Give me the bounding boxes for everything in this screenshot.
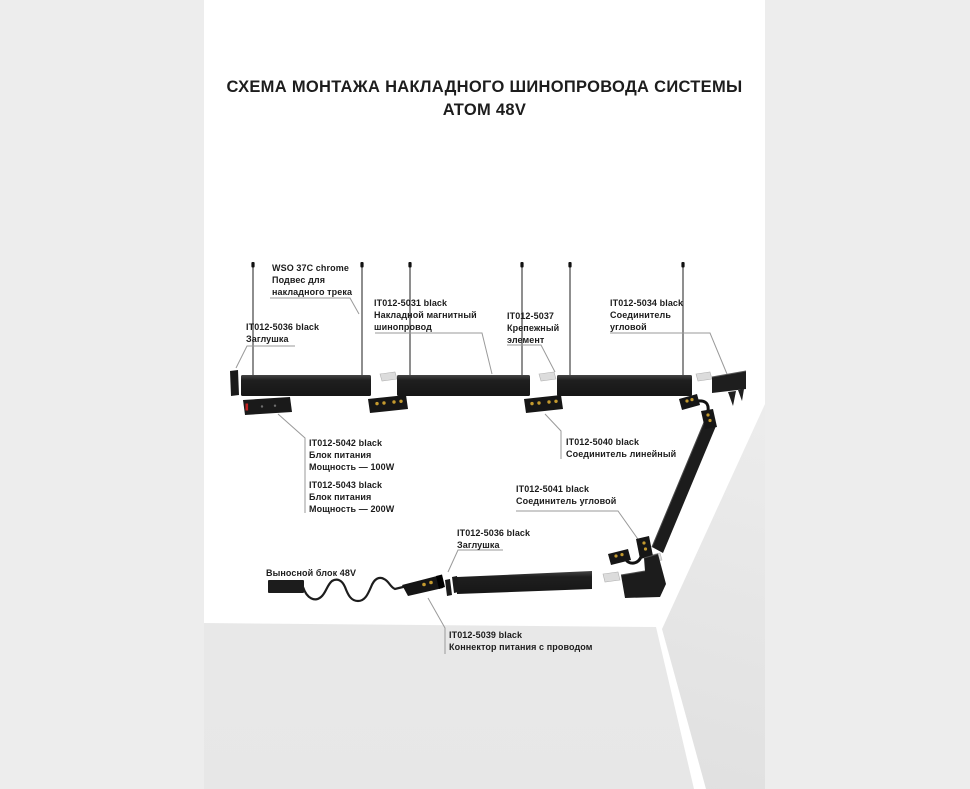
label-linear-connector: [566, 436, 676, 460]
label-line: Блок питания: [309, 492, 372, 502]
gold-contact: [706, 413, 709, 416]
power-supply-module: [243, 397, 292, 415]
label-endcap-bottom: [457, 527, 530, 551]
label-line: шинопровод: [374, 322, 432, 332]
label-line: IT012-5037: [507, 311, 555, 321]
label-line: IT012-5043 black: [309, 480, 383, 490]
label-line: IT012-5041 black: [516, 484, 590, 494]
gold-contact: [429, 581, 433, 585]
connector-module: [524, 395, 563, 413]
track-segment-1: [241, 375, 371, 396]
linear-connector-modules: [368, 395, 563, 413]
label-line: Соединитель: [610, 310, 671, 320]
leader-psu: [278, 414, 305, 513]
leader-corner-connector: [610, 333, 727, 374]
track-row-top: [230, 370, 692, 396]
label-suspension: [272, 262, 352, 298]
leader-corner-flex: [516, 511, 640, 542]
label-line: IT012-5036 black: [246, 322, 320, 332]
mounting-clip: [696, 372, 712, 381]
leader-track: [375, 333, 492, 374]
label-line: Заглушка: [457, 540, 500, 550]
corner-bracket: [712, 371, 746, 406]
label-line: IT012-5042 black: [309, 438, 383, 448]
endcap-bottom-piece: [445, 579, 452, 596]
label-line: Соединитель линейный: [566, 449, 677, 459]
label-line: IT012-5036 black: [457, 528, 531, 538]
track-segment-bottom: [457, 571, 592, 594]
remote-power-block: [268, 580, 304, 593]
leader-power-connector: [428, 598, 445, 654]
track-segment-3: [557, 375, 692, 396]
label-track: [374, 297, 477, 333]
label-line: элемент: [507, 335, 545, 345]
label-line: Мощность — 200W: [309, 504, 395, 514]
label-line: IT012-5034 black: [610, 298, 684, 308]
leader-mount: [507, 345, 555, 372]
label-remote-block: [266, 567, 356, 579]
endcap-top-piece: [230, 370, 239, 396]
gold-contact: [708, 419, 711, 422]
track-row-bottom: [445, 571, 592, 596]
leader-suspension: [270, 298, 359, 314]
psu-red-indicator: [246, 404, 249, 411]
label-psu-100: [309, 437, 394, 473]
label-line: IT012-5039 black: [449, 630, 523, 640]
leader-linear: [545, 414, 561, 459]
label-line: Мощность — 100W: [309, 462, 395, 472]
label-line: Заглушка: [246, 334, 289, 344]
power-cable: [303, 578, 403, 601]
page-title: [204, 76, 765, 122]
label-line: угловой: [610, 322, 647, 332]
mounting-clip: [539, 372, 556, 381]
connector-module: [636, 536, 653, 559]
gold-contact: [422, 583, 426, 587]
gold-contact: [685, 399, 688, 402]
label-line: Выносной блок 48V: [266, 568, 357, 578]
label-power-connector: [449, 629, 593, 653]
label-line: IT012-5040 black: [566, 437, 640, 447]
leader-lines: [236, 298, 727, 654]
leader-endcap-top: [236, 346, 295, 368]
label-endcap-top: [246, 321, 319, 345]
mounting-clip: [380, 372, 397, 381]
track-segment-2: [397, 375, 530, 396]
label-corner-flex: [516, 483, 616, 507]
connector-module: [679, 394, 700, 410]
label-line: Коннектор питания с проводом: [449, 642, 593, 652]
label-line: накладного трека: [272, 287, 353, 297]
label-line: WSO 37C chrome: [272, 263, 349, 273]
gold-contact: [690, 398, 693, 401]
leader-endcap-bottom: [448, 550, 503, 572]
connector-module: [368, 395, 408, 413]
label-line: Накладной магнитный: [374, 310, 477, 320]
label-psu-200: [309, 479, 394, 515]
label-mount-element: [507, 310, 559, 346]
label-line: Крепежный: [507, 323, 560, 333]
title-line: СХЕМА МОНТАЖА НАКЛАДНОГО ШИНОПРОВОДА: [226, 78, 650, 96]
label-line: Подвес для: [272, 275, 326, 285]
label-corner-connector: [610, 297, 683, 333]
label-line: Соединитель угловой: [516, 496, 617, 506]
label-line: Блок питания: [309, 450, 372, 460]
corner-flex-connector-top: [679, 394, 717, 429]
title-line: СИСТЕМЫ ATOM 48V: [442, 78, 743, 119]
label-line: IT012-5031 black: [374, 298, 448, 308]
mounting-clip: [603, 572, 620, 582]
